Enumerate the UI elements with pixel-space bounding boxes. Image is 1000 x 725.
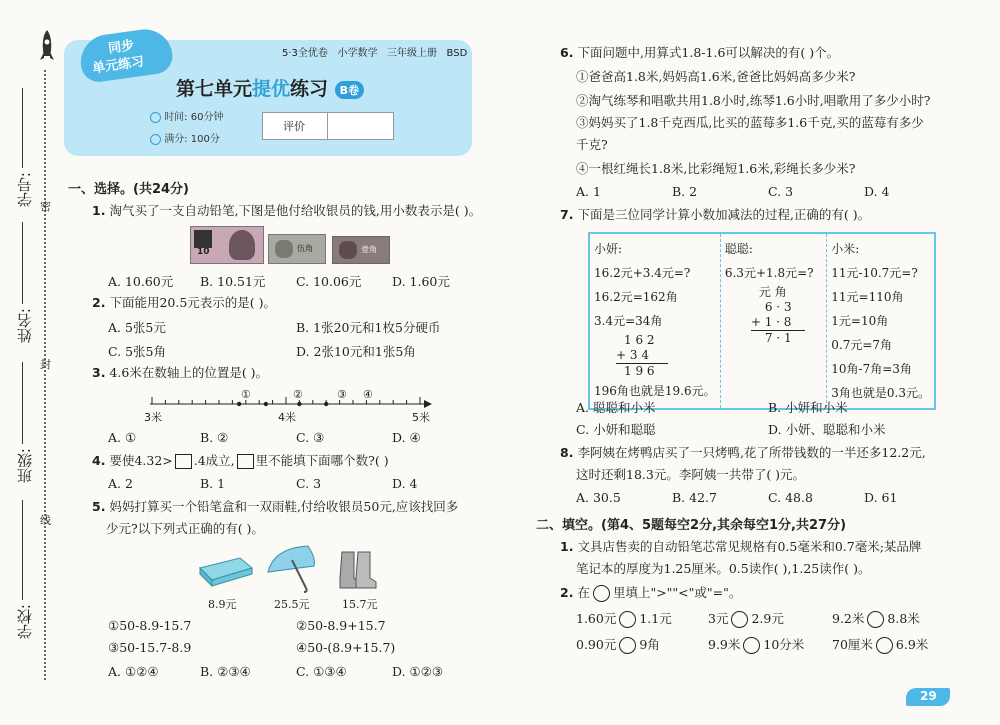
q5-expr-2: ②50-8.9+15.7 xyxy=(296,618,386,633)
section1-title: 一、选择。(共24分) xyxy=(68,182,189,197)
q2-option-c[interactable]: C. 5张5角 xyxy=(108,344,166,359)
q5-text-line2: 少元?以下列式正确的有( )。 xyxy=(106,521,264,536)
q1-text: 淘气买了一支自动铅笔,下图是他付给收银员的钱,用小数表示是( )。 xyxy=(109,203,482,218)
q7-stem xyxy=(560,206,870,224)
score-label: 满分: 100分 xyxy=(164,134,220,145)
xiaomi-line1: 11元-10.7元=? xyxy=(831,266,918,280)
congcong-line1: 6.3元+1.8元=? xyxy=(724,266,814,280)
q1-option-a[interactable]: A. 10.60元 xyxy=(108,274,174,289)
number-line-mark-1: ① xyxy=(241,388,251,401)
f1-text-line2[interactable]: 笔记本的厚度为1.25厘米。0.5读作( ),1.25读作( )。 xyxy=(576,561,871,576)
cmp-3-left: 9.2米 xyxy=(832,611,865,626)
q5-expr-4: ④50-(8.9+15.7) xyxy=(296,640,396,655)
banknote-5-jiao-value: 伍角 xyxy=(297,244,313,253)
cmp-2-left: 3元 xyxy=(708,611,729,626)
number-line-point xyxy=(237,402,241,406)
q6-option-c[interactable]: C. 3 xyxy=(768,184,794,199)
f1-text-line1: 文具店售卖的自动铅笔芯常见规格有0.5毫米和0.7毫米;某品牌 xyxy=(577,539,922,554)
school-label: 学校: xyxy=(16,604,34,640)
time-info xyxy=(150,108,223,123)
series-line xyxy=(282,44,467,59)
xiaoyan-name: 小妍: xyxy=(594,242,623,256)
q2-text: 下面能用20.5元表示的是( )。 xyxy=(109,295,276,310)
q4-blank-box xyxy=(175,454,192,469)
q4-option-a[interactable]: A. 2 xyxy=(108,476,133,491)
q8-option-b[interactable]: B. 42.7 xyxy=(672,490,717,505)
series-name: 5·3全优卷 xyxy=(282,48,328,59)
cmp-6 xyxy=(832,636,928,654)
eval-divider xyxy=(327,113,328,139)
q5-option-b[interactable]: B. ②③④ xyxy=(200,664,251,679)
number-line-mark-2: ② xyxy=(293,388,303,401)
q4-blank-box-2 xyxy=(237,454,254,469)
page-number-badge xyxy=(906,688,950,706)
xiaoyan-v1: 1 6 2 xyxy=(624,333,655,347)
banknote-1-jiao xyxy=(332,236,390,264)
q4-option-d[interactable]: D. 4 xyxy=(392,476,418,491)
price-umbrella: 25.5元 xyxy=(274,598,310,611)
q4-option-c[interactable]: C. 3 xyxy=(296,476,322,491)
subject: 小学数学 xyxy=(337,48,378,59)
f2-stem xyxy=(560,584,741,602)
congcong-unit: 元 角 xyxy=(758,285,787,299)
cmp-1-circle[interactable] xyxy=(619,611,636,628)
grade: 三年级上册 xyxy=(387,48,437,59)
q1-option-d[interactable]: D. 1.60元 xyxy=(392,274,450,289)
cmp-4 xyxy=(576,636,660,654)
q6-item-1: ①爸爸高1.8米,妈妈高1.6米,爸爸比妈妈高多少米? xyxy=(576,69,856,84)
qr-icon xyxy=(194,230,212,248)
q2-stem xyxy=(92,294,276,312)
eval-label: 评价 xyxy=(283,120,305,133)
q2-option-d[interactable]: D. 2张10元和1张5角 xyxy=(296,344,416,359)
calc-col-congcong xyxy=(720,233,826,409)
check-icon xyxy=(150,134,161,145)
f2-number: 2. xyxy=(560,585,574,600)
q8-number: 8. xyxy=(560,445,574,460)
q3-stem xyxy=(92,364,268,382)
cmp-1-left: 1.60元 xyxy=(576,611,617,626)
xiaoyan-vertical-calc xyxy=(594,333,716,379)
section2-title: 二、填空。(第4、5题每空2分,其余每空1分,共27分) xyxy=(536,518,847,533)
q8-option-d[interactable]: D. 61 xyxy=(864,490,898,505)
q5-expr-3: ③50-15.7-8.9 xyxy=(108,640,192,655)
cmp-3-right: 8.8米 xyxy=(887,611,920,626)
banknote-10-yuan xyxy=(190,226,264,264)
q1-option-b[interactable]: B. 10.51元 xyxy=(200,274,266,289)
congcong-vertical-calc xyxy=(725,285,822,346)
banknote-1-jiao-value: 壹角 xyxy=(361,245,377,254)
binding-feng: 封 xyxy=(40,358,51,371)
q8-option-a[interactable]: A. 30.5 xyxy=(576,490,621,505)
q5-option-c[interactable]: C. ①③④ xyxy=(296,664,347,679)
number-line-label-4: 4米 xyxy=(278,411,296,424)
q6-item-3: ③妈妈买了1.8千克西瓜,比买的蓝莓多1.6千克,买的蓝莓有多少 xyxy=(576,115,924,130)
q6-item-3-cont: 千克? xyxy=(576,137,608,152)
q7-text: 下面是三位同学计算小数加减法的过程,正确的有( )。 xyxy=(577,207,871,222)
title-badge: B卷 xyxy=(335,81,364,99)
q8-stem-line1 xyxy=(560,444,926,462)
q4-text-c: 里不能填下面哪个数?( ) xyxy=(255,453,389,468)
xiaoyan-line1: 16.2元+3.4元=? xyxy=(594,266,691,280)
binding-dotted-line xyxy=(44,70,46,680)
title-part2: 提优 xyxy=(252,78,291,100)
number-line-point xyxy=(264,402,268,406)
q2-number: 2. xyxy=(92,295,106,310)
price-rain-boots: 15.7元 xyxy=(342,598,378,611)
page-number: 29 xyxy=(920,689,937,703)
q3-text: 4.6米在数轴上的位置是( )。 xyxy=(109,365,269,380)
congcong-v2: + 1 · 8 xyxy=(751,315,805,331)
xiaoyan-line2: 16.2元=162角 xyxy=(594,290,678,304)
q1-stem xyxy=(92,202,481,220)
f2-circle-example xyxy=(593,585,610,602)
q7-option-b[interactable]: B. 小妍和小米 xyxy=(768,400,848,415)
cmp-5-right: 10分米 xyxy=(763,637,805,652)
f2-text-b: 里填上">""<"或"="。 xyxy=(612,585,742,600)
number-line-point xyxy=(324,402,328,406)
number-line-mark-3: ③ xyxy=(337,388,347,401)
q8-text-line1: 李阿姨在烤鸭店买了一只烤鸭,花了所带钱数的一半还多12.2元, xyxy=(577,445,926,460)
cmp-5-left: 9.9米 xyxy=(708,637,741,652)
cmp-2 xyxy=(708,610,784,628)
q5-number: 5. xyxy=(92,499,106,514)
umbrella-icon xyxy=(264,544,320,594)
q4-text-b: .4成立, xyxy=(193,453,235,468)
calculation-table xyxy=(588,232,936,410)
page-title xyxy=(176,74,364,101)
cmp-6-circle[interactable] xyxy=(876,637,893,654)
xiaomi-line2: 11元=110角 xyxy=(831,290,904,304)
congcong-name: 聪聪: xyxy=(724,242,753,256)
title-part3: 练习 xyxy=(290,78,329,100)
q3-option-d[interactable]: D. ④ xyxy=(392,430,421,445)
q4-option-b[interactable]: B. 1 xyxy=(200,476,226,491)
rocket-icon xyxy=(38,28,56,64)
badge-line2: 单元练习 xyxy=(91,54,146,77)
q8-text-line2: 这时还剩18.3元。李阿姨一共带了( )元。 xyxy=(576,467,806,482)
number-line-mark-4: ④ xyxy=(363,388,373,401)
q4-text-a: 要使4.32> xyxy=(109,453,173,468)
cmp-4-circle[interactable] xyxy=(619,637,636,654)
q3-number: 3. xyxy=(92,365,106,380)
q5-option-d[interactable]: D. ①②③ xyxy=(392,664,444,679)
q2-option-a[interactable]: A. 5张5元 xyxy=(108,320,166,335)
xiaomi-line5: 10角-7角=3角 xyxy=(831,362,912,376)
class-label: 班级: xyxy=(16,448,34,484)
cmp-3 xyxy=(832,610,920,628)
f1-stem-line1 xyxy=(560,538,921,556)
portrait-icon-2 xyxy=(275,240,293,258)
banknote-10-value: 10 xyxy=(197,247,210,257)
q7-option-d[interactable]: D. 小妍、聪聪和小米 xyxy=(768,422,886,437)
portrait-icon-3 xyxy=(339,241,357,259)
q6-option-a[interactable]: A. 1 xyxy=(576,184,601,199)
pencil-case-icon xyxy=(196,554,254,588)
q6-option-d[interactable]: D. 4 xyxy=(864,184,890,199)
q2-option-b[interactable]: B. 1张20元和1枚5分硬币 xyxy=(296,320,441,335)
time-label: 时间: 60分钟 xyxy=(164,112,224,123)
title-part1: 第七单元 xyxy=(176,78,253,100)
xiaoyan-v2: + 3 4 xyxy=(616,348,668,364)
cmp-4-right: 9角 xyxy=(639,637,660,652)
congcong-v3: 7 · 1 xyxy=(764,331,792,345)
q3-option-c[interactable]: C. ③ xyxy=(296,430,325,445)
q6-option-b[interactable]: B. 2 xyxy=(672,184,698,199)
edition: BSD xyxy=(446,48,468,59)
clock-icon xyxy=(150,112,161,123)
binding-xian: 线 xyxy=(40,514,51,527)
q5-expr-1: ①50-8.9-15.7 xyxy=(108,618,192,633)
cmp-1-right: 1.1元 xyxy=(639,611,672,626)
banknote-5-jiao xyxy=(268,234,326,264)
xiaoyan-line4: 196角也就是19.6元。 xyxy=(594,384,716,398)
cmp-2-circle[interactable] xyxy=(731,611,748,628)
portrait-icon xyxy=(229,230,255,260)
f2-text-a: 在 xyxy=(577,585,590,600)
q6-stem xyxy=(560,44,839,62)
q3-option-a[interactable]: A. ① xyxy=(108,430,137,445)
q6-item-2: ②淘气练琴和唱歌共用1.8小时,练琴1.6小时,唱歌用了多少小时? xyxy=(576,93,931,108)
score-info xyxy=(150,130,220,145)
rain-boots-icon xyxy=(336,548,380,590)
student-id-label: 学号: xyxy=(16,172,34,208)
xiaomi-line6: 3角也就是0.3元。 xyxy=(831,386,930,400)
eval-box[interactable] xyxy=(262,112,394,140)
q5-text-line1: 妈妈打算买一个铅笔盒和一双雨鞋,付给收银员50元,应该找回多 xyxy=(109,499,459,514)
cmp-2-right: 2.9元 xyxy=(751,611,784,626)
congcong-v1: 6 · 3 xyxy=(764,300,792,314)
q7-option-a[interactable]: A. 聪聪和小米 xyxy=(576,400,656,415)
cmp-5-circle[interactable] xyxy=(743,637,760,654)
q8-option-c[interactable]: C. 48.8 xyxy=(768,490,813,505)
cmp-1 xyxy=(576,610,672,628)
q1-option-c[interactable]: C. 10.06元 xyxy=(296,274,362,289)
q6-number: 6. xyxy=(560,45,574,60)
xiaoyan-line3: 3.4元=34角 xyxy=(594,314,663,328)
f1-number: 1. xyxy=(560,539,574,554)
xiaoyan-v3: 1 9 6 xyxy=(624,364,655,378)
name-label: 姓名: xyxy=(16,308,34,344)
binding-mi: 密 xyxy=(40,200,51,213)
q4-stem xyxy=(92,452,389,470)
cmp-5 xyxy=(708,636,804,654)
calc-col-xiaomi xyxy=(827,233,935,409)
q5-stem-line1 xyxy=(92,498,458,516)
q4-number: 4. xyxy=(92,453,106,468)
cmp-4-left: 0.90元 xyxy=(576,637,617,652)
name-line[interactable] xyxy=(22,222,23,304)
cmp-3-circle[interactable] xyxy=(867,611,884,628)
q7-number: 7. xyxy=(560,207,574,222)
school-line[interactable] xyxy=(22,500,23,600)
badge-line1: 同步 xyxy=(107,38,136,57)
q6-item-4: ④一根红绳长1.8米,比彩绳短1.6米,彩绳长多少米? xyxy=(576,161,856,176)
number-line-point xyxy=(297,402,301,406)
q5-option-a[interactable]: A. ①②④ xyxy=(108,664,159,679)
student-id-line[interactable] xyxy=(22,88,23,168)
xiaomi-line3: 1元=10角 xyxy=(831,314,889,328)
class-line[interactable] xyxy=(22,362,23,444)
number-line-label-5: 5米 xyxy=(412,411,430,424)
xiaomi-line4: 0.7元=7角 xyxy=(831,338,893,352)
q3-option-b[interactable]: B. ② xyxy=(200,430,229,445)
xiaomi-name: 小米: xyxy=(831,242,860,256)
q6-text: 下面问题中,用算式1.8-1.6可以解决的有( )个。 xyxy=(577,45,840,60)
calc-col-xiaoyan xyxy=(589,233,720,409)
number-line-label-3: 3米 xyxy=(144,411,162,424)
q7-option-c[interactable]: C. 小妍和聪聪 xyxy=(576,422,656,437)
q1-number: 1. xyxy=(92,203,106,218)
cmp-6-right: 6.9米 xyxy=(895,637,929,652)
price-pencil-case: 8.9元 xyxy=(208,598,237,611)
cmp-6-left: 70厘米 xyxy=(832,637,873,652)
